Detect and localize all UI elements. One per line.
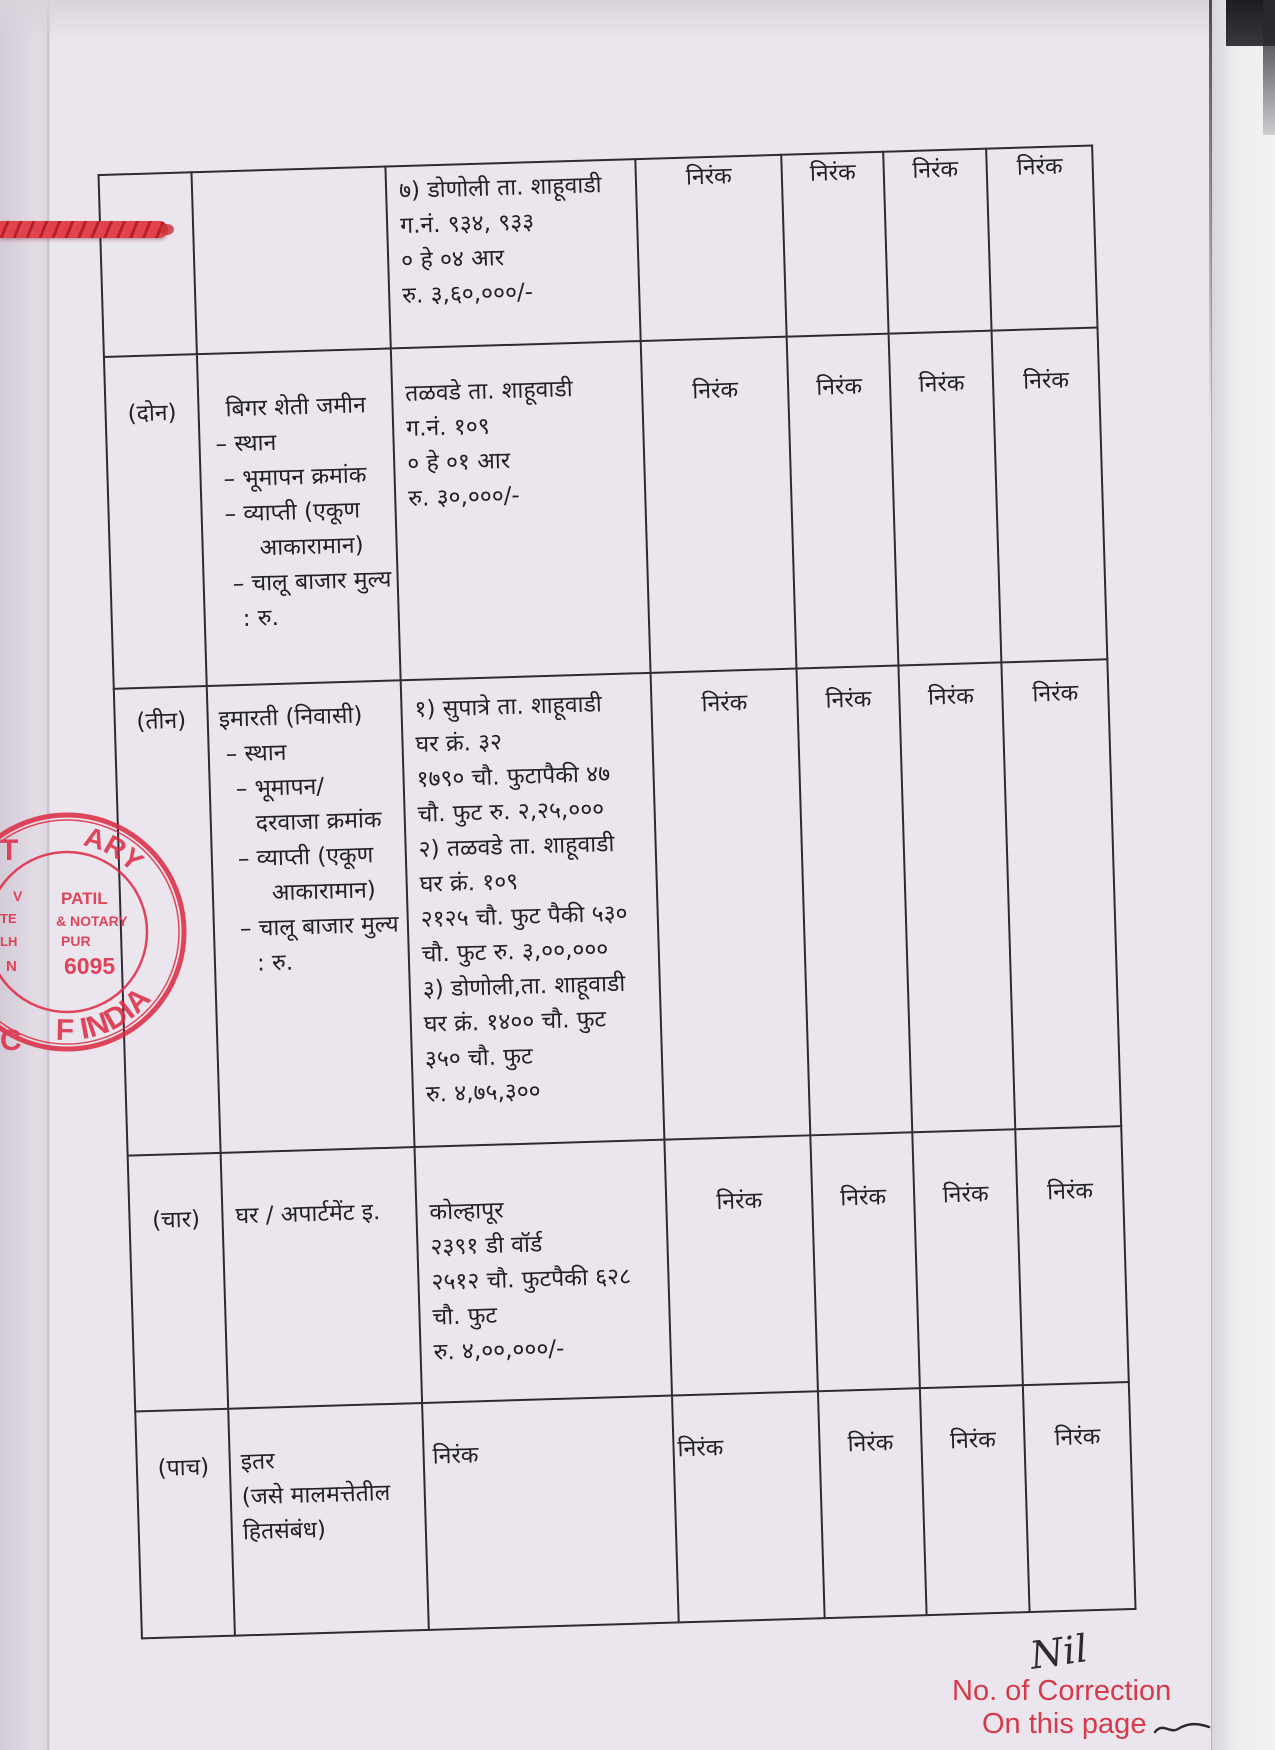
details-line: ग.नं. ९३४, ९३३ — [399, 209, 535, 240]
details-cell — [391, 341, 651, 680]
description-line: बिगर शेती जमीन — [225, 392, 367, 423]
stamp-inner-ring — [0, 852, 147, 1012]
value-cell-1 — [651, 669, 811, 1140]
description-line: हितसंबंध) — [242, 1516, 327, 1546]
value-cell-4 — [1001, 659, 1121, 1129]
value-text: निरंक — [1054, 1423, 1101, 1452]
value-cell-4 — [986, 146, 1097, 331]
value-cell-2 — [787, 334, 899, 669]
underlying-page-edge — [1211, 0, 1275, 1750]
table-row — [104, 327, 1107, 688]
value-text: निरंक — [825, 686, 872, 714]
stamp-fragment: T — [0, 834, 19, 867]
stamp-fragment: N — [6, 958, 17, 975]
details-line: ० हे ०१ आर — [406, 447, 511, 477]
stamp-title: & NOTARY — [56, 913, 128, 929]
table-row — [135, 1382, 1135, 1638]
description-line: – भूमापन क्रमांक — [223, 462, 367, 493]
description-line: आकारामान) — [271, 877, 377, 907]
details-line: १) सुपात्रे ता. शाहूवाडी — [414, 691, 603, 723]
description-cell — [221, 1147, 423, 1409]
stamp-fragment: LH — [0, 934, 18, 949]
value-text: निरंक — [918, 370, 965, 398]
description-line: – भूमापन/ — [235, 773, 325, 803]
details-line: ३५० चौ. फुट — [424, 1043, 533, 1073]
value-text: निरंक — [847, 1430, 894, 1458]
notary-stamp — [0, 790, 200, 1070]
binding-thread-end — [160, 224, 174, 235]
value-cell-3 — [898, 662, 1015, 1132]
table-row — [114, 659, 1121, 1155]
serial-label: (पाच) — [157, 1454, 210, 1482]
value-text: निरंक — [685, 163, 733, 191]
value-cell-2 — [818, 1388, 927, 1618]
value-cell-2 — [810, 1132, 920, 1391]
details-line: तळवडे ता. शाहूवाडी — [404, 376, 573, 408]
details-line: २) तळवडे ता. शाहूवाडी — [418, 831, 615, 863]
value-text: निरंक — [1016, 153, 1063, 181]
details-line: निरंक — [432, 1442, 479, 1470]
value-cell-4 — [1023, 1382, 1136, 1612]
serial-label: (चार) — [151, 1206, 201, 1234]
description-line: इमारती (निवासी) — [218, 702, 363, 733]
value-text: निरंक — [942, 1181, 989, 1209]
details-line: कोल्हापूर — [429, 1197, 505, 1226]
description-line: आकारामान) — [259, 532, 364, 562]
description-cell — [207, 680, 415, 1153]
details-line: चौ. फुट रु. २,२५,००० — [417, 796, 605, 828]
value-text: निरंक — [1046, 1177, 1094, 1206]
description-line: घर / अपार्टमेंट इ. — [235, 1199, 381, 1230]
value-cell-2 — [796, 666, 912, 1136]
asset-table-container — [98, 145, 1135, 1638]
stamp-top-arc-text: ARY — [80, 820, 150, 878]
stamp-number: 6095 — [64, 953, 116, 979]
description-line: – स्थान — [215, 429, 277, 458]
value-cell-2 — [781, 152, 888, 337]
serial-label: (दोन) — [127, 399, 177, 428]
details-line: चौ. फुट रु. ३,००,००० — [421, 936, 609, 968]
table-row — [128, 1126, 1129, 1411]
description-line: – व्याप्ती (एकूण — [237, 842, 374, 873]
description-cell — [228, 1403, 429, 1636]
value-text: निरंक — [815, 373, 863, 401]
correction-label-line1: No. of Correction — [952, 1675, 1172, 1707]
details-cell — [415, 1140, 672, 1403]
description-line: : रु. — [256, 949, 294, 977]
value-text: निरंक — [701, 690, 748, 718]
details-line: घर क्रं. ३२ — [415, 729, 503, 758]
details-cell — [422, 1396, 679, 1630]
details-line: घर क्रं. १०९ — [419, 868, 519, 898]
description-line: इतर — [240, 1448, 275, 1476]
value-text: निरंक — [677, 1435, 724, 1463]
details-line: ग.नं. १०९ — [405, 413, 491, 443]
correction-label-line2: On this page — [982, 1708, 1147, 1740]
description-line: – चालू बाजार मुल्य — [232, 566, 392, 598]
top-edge-shadow — [0, 0, 1212, 42]
details-line: ० हे ०४ आर — [400, 245, 505, 275]
details-line: ३) डोणोली,ता. शाहूवाडी — [422, 970, 626, 1003]
stamp-place: PUR — [61, 933, 91, 949]
description-cell — [191, 167, 390, 355]
details-line: रु. ४,००,०००/- — [433, 1335, 565, 1366]
value-text: निरंक — [715, 1187, 763, 1216]
pen-stroke-mark — [1153, 1716, 1211, 1740]
description-line: (जसे मालमत्तेतील — [241, 1479, 391, 1511]
value-cell-4 — [1015, 1126, 1129, 1385]
value-cell-3 — [920, 1385, 1030, 1615]
details-line: रु. ३,६०,०००/- — [401, 279, 534, 310]
binding-thread — [0, 221, 168, 238]
stamp-fragment: C — [0, 1024, 22, 1057]
value-cell-3 — [889, 331, 1002, 666]
value-text: निरंक — [1032, 680, 1079, 708]
description-cell — [197, 348, 401, 686]
table-row — [99, 146, 1098, 357]
value-cell-3 — [912, 1129, 1023, 1388]
handwritten-correction-count: Nil — [1027, 1626, 1091, 1678]
value-cell-1 — [664, 1135, 818, 1395]
details-line: रु. ४,७५,३०० — [425, 1078, 542, 1108]
value-text: निरंक — [1022, 367, 1070, 395]
description-line: – चालू बाजार मुल्य — [239, 911, 400, 943]
serial-label: (तीन) — [136, 707, 187, 736]
serial-cell — [104, 354, 207, 689]
value-text: निरंक — [911, 156, 959, 184]
details-line: २५१२ चौ. फुटपैकी ६२८ — [431, 1263, 632, 1296]
stamp-fragment: V — [13, 888, 23, 904]
details-line: १७९० चौ. फुटापैकी ४७ — [416, 761, 611, 793]
description-line: दरवाजा क्रमांक — [255, 806, 382, 837]
asset-table — [98, 145, 1137, 1640]
serial-cell — [135, 1409, 235, 1639]
scan-edge-shadow — [1263, 0, 1275, 135]
description-line: : रु. — [242, 604, 280, 632]
serial-cell — [99, 172, 197, 357]
value-cell-1 — [672, 1391, 825, 1622]
value-text: निरंक — [949, 1426, 997, 1455]
description-line: – स्थान — [225, 739, 287, 768]
details-line: घर क्रं. १४०० चौ. फुट — [423, 1006, 607, 1038]
details-line: चौ. फुट — [432, 1302, 498, 1331]
details-line: २१२५ चौ. फुट पैकी ५३० — [420, 900, 628, 933]
value-text: निरंक — [839, 1184, 887, 1212]
value-text: निरंक — [809, 159, 857, 187]
details-cell — [385, 159, 640, 348]
stamp-name: PATIL — [61, 889, 108, 908]
value-cell-3 — [883, 149, 991, 334]
details-cell — [401, 673, 665, 1147]
page-edge-line — [1209, 0, 1212, 430]
details-line: रु. ३०,०००/- — [407, 482, 521, 512]
value-cell-1 — [635, 155, 786, 341]
value-cell-4 — [992, 327, 1108, 662]
stamp-fragment: TE — [0, 911, 17, 926]
details-line: ७) डोणोली ता. शाहूवाडी — [398, 172, 602, 205]
details-line: २३९१ डी वॉर्ड — [430, 1231, 543, 1261]
serial-cell — [128, 1153, 229, 1412]
value-text: निरंक — [691, 377, 739, 405]
description-line: – व्याप्ती (एकूण — [224, 497, 361, 528]
value-text: निरंक — [927, 683, 975, 711]
stamp-bottom-arc-text: F INDIA — [55, 981, 157, 1048]
value-cell-1 — [641, 337, 797, 673]
